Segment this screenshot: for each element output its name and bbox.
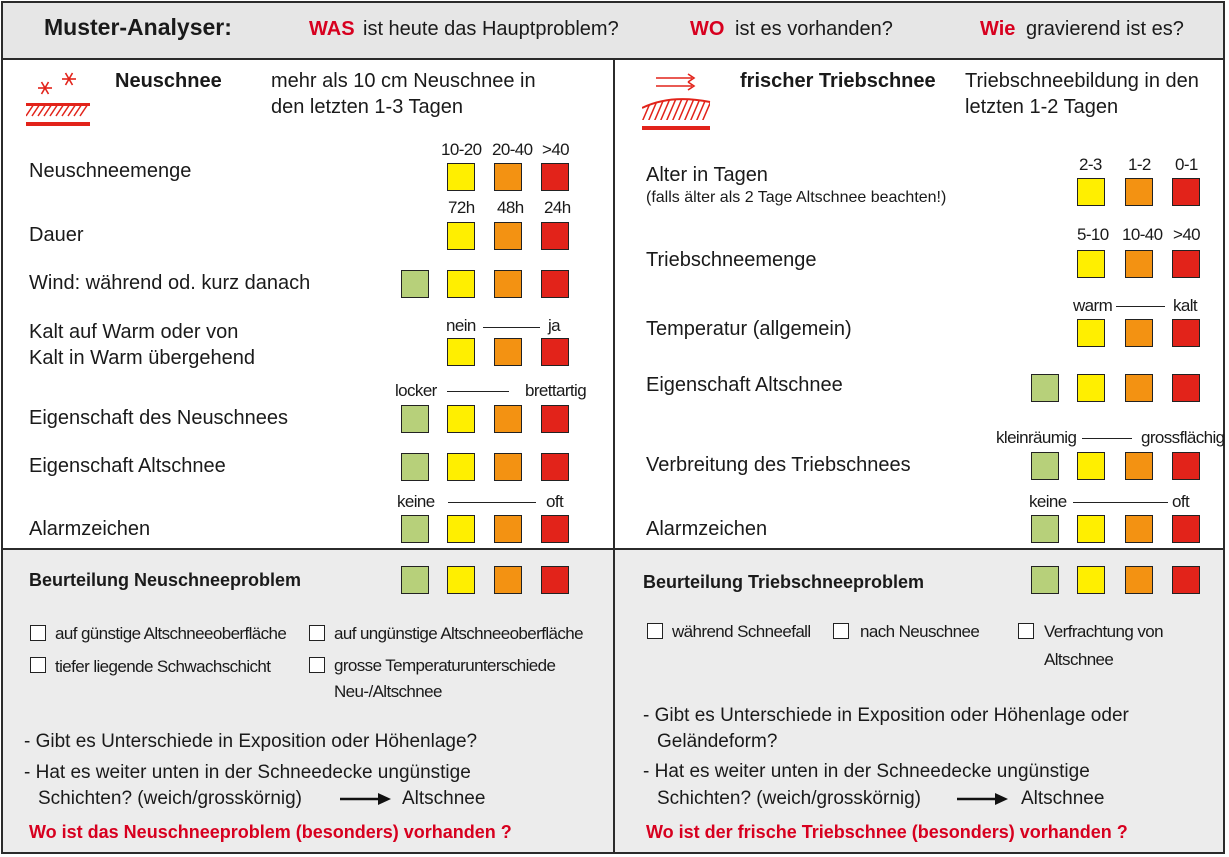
scale-label: 20-40 <box>492 140 533 159</box>
rating-red[interactable] <box>541 515 569 543</box>
scale-label: 10-40 <box>1122 225 1163 244</box>
rating-red[interactable] <box>1172 566 1200 594</box>
scale-line <box>448 502 536 503</box>
rating-yellow[interactable] <box>1077 566 1105 594</box>
scale-label: 10-20 <box>441 140 482 159</box>
checkbox[interactable] <box>1018 623 1034 639</box>
scale-label: kleinräumig <box>996 428 1077 447</box>
scale-label: ja <box>548 316 561 335</box>
scale-label: 0-1 <box>1175 155 1198 174</box>
rating-yellow[interactable] <box>447 515 475 543</box>
row-label: Neuschneemenge <box>29 160 192 182</box>
row-label: Alarmzeichen <box>646 518 768 540</box>
rating-orange[interactable] <box>494 163 522 191</box>
rating-orange[interactable] <box>494 453 522 481</box>
rating-orange[interactable] <box>494 222 522 250</box>
scale-line <box>1082 438 1132 439</box>
checkbox-label: auf günstige Altschneeoberfläche <box>55 624 287 643</box>
triebschnee-desc-line2: letzten 1-2 Tagen <box>965 96 1119 118</box>
final-question: Wo ist der frische Triebschnee (besonders) vorhanden ? <box>646 822 1128 842</box>
scale-label: >40 <box>1173 225 1201 244</box>
header-wie-text: gravierend ist es? <box>1026 18 1184 40</box>
scale-label: >40 <box>542 140 570 159</box>
header-was-text: ist heute das Hauptproblem? <box>363 18 619 40</box>
rating-green[interactable] <box>1031 452 1059 480</box>
scale-label: locker <box>395 381 437 400</box>
scale-label: oft <box>1172 492 1190 511</box>
rating-orange[interactable] <box>494 405 522 433</box>
rating-green[interactable] <box>401 566 429 594</box>
row-label: Alarmzeichen <box>29 518 151 540</box>
scale-label: nein <box>446 316 476 335</box>
scale-label: oft <box>546 492 564 511</box>
rating-yellow[interactable] <box>1077 319 1105 347</box>
rating-orange[interactable] <box>1125 374 1153 402</box>
checkbox-label: nach Neuschnee <box>860 622 980 641</box>
rating-yellow[interactable] <box>447 566 475 594</box>
scale-line <box>483 327 540 328</box>
row-label: Kalt in Warm übergehend <box>29 347 256 369</box>
row-label: Wind: während od. kurz danach <box>29 272 311 294</box>
row-label: Eigenschaft Altschnee <box>29 455 226 477</box>
rating-green[interactable] <box>401 405 429 433</box>
header-was: WAS <box>309 18 355 40</box>
arrow-right-icon <box>957 792 1009 806</box>
rating-red[interactable] <box>541 222 569 250</box>
rating-yellow[interactable] <box>1077 374 1105 402</box>
question-text: - Gibt es Unterschiede in Exposition oder Höhenlage? <box>24 731 478 752</box>
snowflake-icon <box>26 70 92 132</box>
rating-red[interactable] <box>1172 319 1200 347</box>
rating-yellow[interactable] <box>447 453 475 481</box>
row-label: Dauer <box>29 224 84 246</box>
rating-red[interactable] <box>541 453 569 481</box>
rating-orange[interactable] <box>494 515 522 543</box>
checkbox-label: grosse Temperaturunterschiede <box>334 656 556 675</box>
rating-orange[interactable] <box>494 566 522 594</box>
scale-label: 2-3 <box>1079 155 1102 174</box>
checkbox[interactable] <box>309 625 325 641</box>
section-divider <box>2 548 1224 550</box>
question-text: Schichten? (weich/grosskörnig) <box>38 788 303 809</box>
checkbox-label: während Schneefall <box>672 622 811 641</box>
rating-green[interactable] <box>1031 515 1059 543</box>
rating-orange[interactable] <box>1125 452 1153 480</box>
rating-orange[interactable] <box>494 338 522 366</box>
scale-label: 48h <box>497 198 524 217</box>
rating-orange[interactable] <box>1125 178 1153 206</box>
row-label: Alter in Tagen <box>646 164 768 186</box>
row-label: Temperatur (allgemein) <box>646 318 852 340</box>
rating-red[interactable] <box>1172 250 1200 278</box>
rating-orange[interactable] <box>1125 250 1153 278</box>
scale-label: keine <box>397 492 435 511</box>
beurteilung-neuschnee: Beurteilung Neuschneeproblem <box>29 570 302 590</box>
header-wie: Wie <box>980 18 1016 40</box>
rating-red[interactable] <box>541 405 569 433</box>
final-question: Wo ist das Neuschneeproblem (besonders) vorhanden ? <box>29 822 512 842</box>
rating-red[interactable] <box>1172 374 1200 402</box>
checkbox-label: auf ungünstige Altschneeoberfläche <box>334 624 583 643</box>
triebschnee-title: frischer Triebschnee <box>740 70 936 92</box>
rating-red[interactable] <box>1172 452 1200 480</box>
rating-yellow[interactable] <box>447 405 475 433</box>
rating-orange[interactable] <box>494 270 522 298</box>
rating-red[interactable] <box>541 566 569 594</box>
page-title: Muster-Analyser: <box>44 14 232 40</box>
row-note: (falls älter als 2 Tage Altschnee beachten!) <box>646 189 947 206</box>
neuschnee-desc-line1: mehr als 10 cm Neuschnee in <box>271 70 536 92</box>
rating-red[interactable] <box>1172 515 1200 543</box>
rating-yellow[interactable] <box>447 270 475 298</box>
checkbox-label: Neu-/Altschnee <box>334 682 442 701</box>
rating-red[interactable] <box>541 270 569 298</box>
rating-yellow[interactable] <box>1077 250 1105 278</box>
arrow-target: Altschnee <box>402 788 486 809</box>
row-label: Triebschneemenge <box>646 249 817 271</box>
rating-yellow[interactable] <box>1077 515 1105 543</box>
scale-line <box>1116 306 1165 307</box>
rating-green[interactable] <box>1031 566 1059 594</box>
checkbox-label: tiefer liegende Schwachschicht <box>55 657 271 676</box>
scale-label: brettartig <box>525 381 587 400</box>
beurteilung-triebschnee: Beurteilung Triebschneeproblem <box>643 572 925 592</box>
scale-line <box>1073 502 1168 503</box>
checkbox-label: Verfrachtung von <box>1044 622 1163 641</box>
rating-red[interactable] <box>541 163 569 191</box>
rating-red[interactable] <box>541 338 569 366</box>
question-text: - Hat es weiter unten in der Schneedecke ungünstige <box>643 761 1090 782</box>
rating-green[interactable] <box>401 453 429 481</box>
checkbox[interactable] <box>647 623 663 639</box>
wind-drift-icon <box>642 72 714 134</box>
row-label: Eigenschaft Altschnee <box>646 374 843 396</box>
rating-yellow[interactable] <box>1077 452 1105 480</box>
triebschnee-desc-line1: Triebschneebildung in den <box>965 70 1199 92</box>
rating-yellow[interactable] <box>447 163 475 191</box>
checkbox[interactable] <box>30 625 46 641</box>
checkbox[interactable] <box>833 623 849 639</box>
row-label: Verbreitung des Triebschnees <box>646 454 911 476</box>
checkbox[interactable] <box>30 657 46 673</box>
question-text: - Gibt es Unterschiede in Exposition oder Höhenlage oder <box>643 705 1129 726</box>
neuschnee-title: Neuschnee <box>115 70 222 92</box>
question-text: Schichten? (weich/grosskörnig) <box>657 788 922 809</box>
scale-label: 5-10 <box>1077 225 1109 244</box>
row-label: Eigenschaft des Neuschnees <box>29 407 289 429</box>
question-text: Geländeform? <box>657 731 778 752</box>
column-divider <box>613 59 615 854</box>
scale-label: 72h <box>448 198 475 217</box>
rating-yellow[interactable] <box>447 222 475 250</box>
checkbox[interactable] <box>309 657 325 673</box>
scale-label: keine <box>1029 492 1067 511</box>
scale-label: 24h <box>544 198 571 217</box>
rating-red[interactable] <box>1172 178 1200 206</box>
rating-orange[interactable] <box>1125 515 1153 543</box>
rating-green[interactable] <box>401 270 429 298</box>
rating-green[interactable] <box>401 515 429 543</box>
checkbox-label: Altschnee <box>1044 650 1114 669</box>
arrow-right-icon <box>340 792 392 806</box>
arrow-target: Altschnee <box>1021 788 1105 809</box>
rating-orange[interactable] <box>1125 319 1153 347</box>
header-wo: WO <box>690 18 725 40</box>
rating-yellow[interactable] <box>1077 178 1105 206</box>
row-label: Kalt auf Warm oder von <box>29 321 239 343</box>
rating-orange[interactable] <box>1125 566 1153 594</box>
scale-label: kalt <box>1173 296 1198 315</box>
scale-label: 1-2 <box>1128 155 1151 174</box>
scale-label: warm <box>1073 296 1113 315</box>
header-wo-text: ist es vorhanden? <box>735 18 893 40</box>
rating-yellow[interactable] <box>447 338 475 366</box>
neuschnee-desc-line2: den letzten 1-3 Tagen <box>271 96 464 118</box>
rating-green[interactable] <box>1031 374 1059 402</box>
question-text: - Hat es weiter unten in der Schneedecke ungünstige <box>24 762 471 783</box>
scale-line <box>447 391 509 392</box>
scale-label: grossflächig <box>1141 428 1225 447</box>
